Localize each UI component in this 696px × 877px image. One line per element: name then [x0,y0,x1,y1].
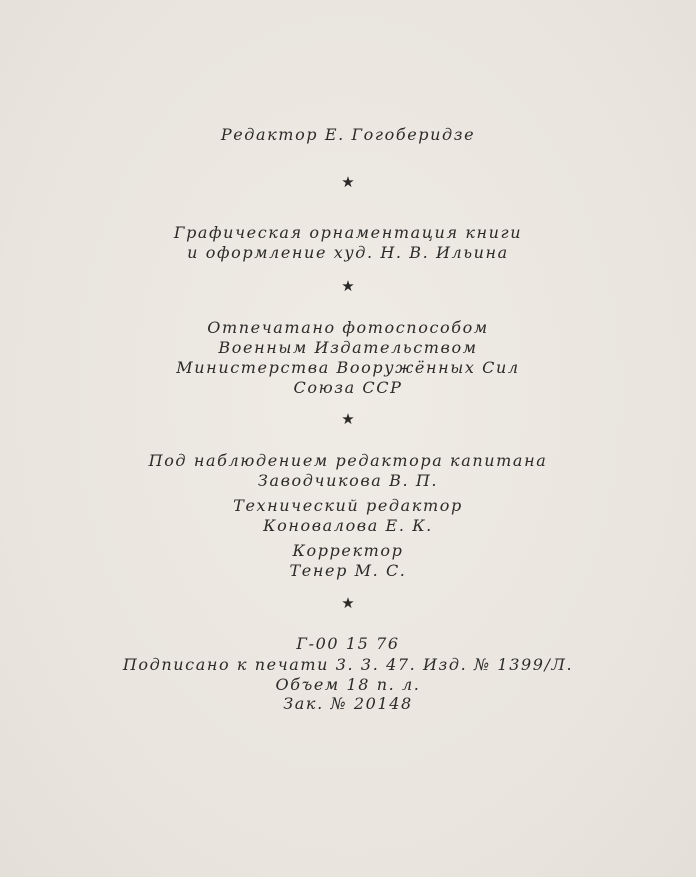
printing-line-3: Министерства Вооружённых Сил [176,358,520,377]
staff-line-3: Технический редактор [233,496,463,515]
staff-line-6: Тенер М. С. [289,561,407,580]
printing-line-1: Отпечатано фотоспособом [207,318,489,337]
printing-line-2: Военным Издательством [218,338,478,357]
imprint-line-4: Зак. № 20148 [283,694,413,713]
imprint-line-1: Г-00 15 76 [296,634,400,653]
star-divider-4: ★ [341,594,355,612]
star-divider-2: ★ [341,277,355,295]
design-line-1: Графическая орнаментация книги [173,223,523,242]
editor-line: Редактор Е. Гогоберидзе [220,125,476,144]
staff-line-1: Под наблюдением редактора капитана [148,451,548,470]
design-line-2: и оформление худ. Н. В. Ильина [187,243,509,262]
star-divider-1: ★ [341,173,355,191]
staff-line-5: Корректор [292,541,404,560]
staff-line-2: Заводчикова В. П. [257,471,439,490]
imprint-line-3: Объем 18 п. л. [275,675,421,694]
imprint-line-2: Подписано к печати 3. 3. 47. Изд. № 1399/Л. [122,655,574,674]
staff-line-4: Коновалова Е. К. [263,516,433,535]
printing-line-4: Союза ССР [293,378,403,397]
star-divider-3: ★ [341,410,355,428]
